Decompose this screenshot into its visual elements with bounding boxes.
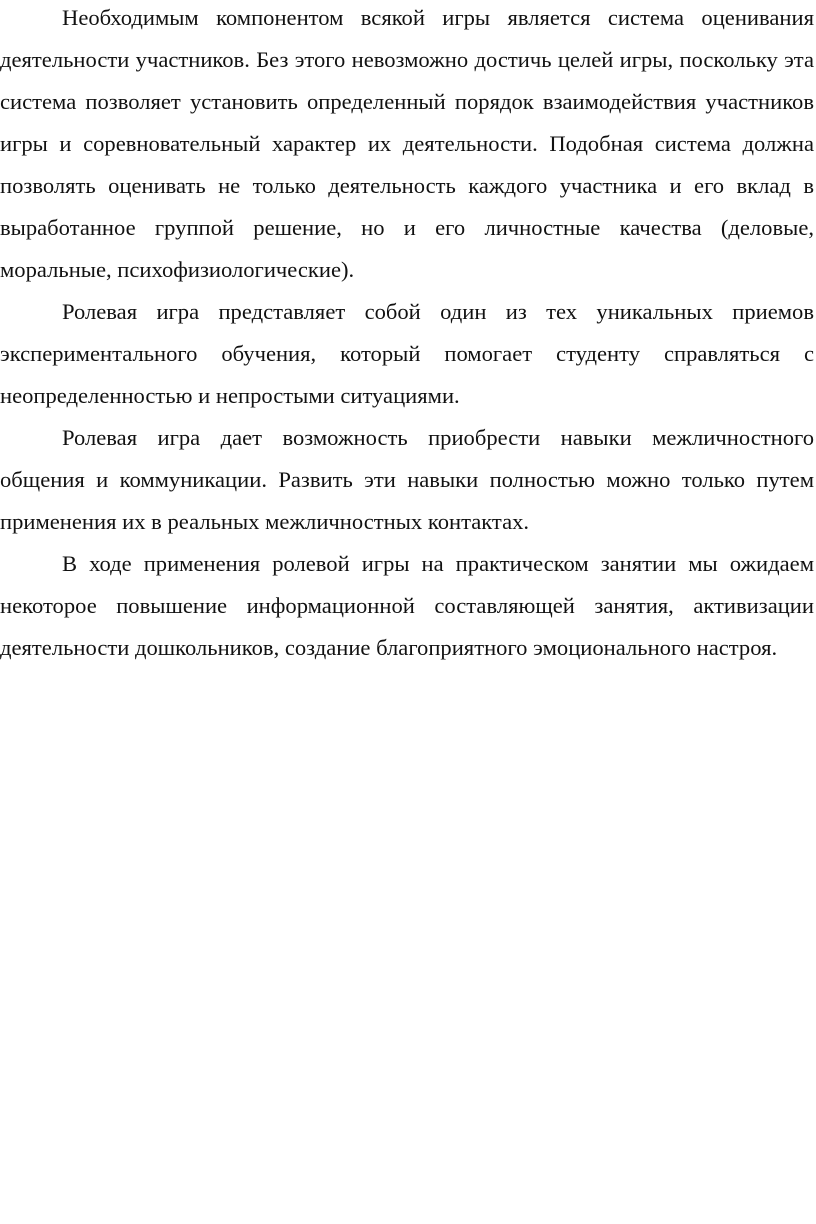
paragraph-2: Ролевая игра представляет собой один из тех уникальных приемов экспериментального обучения, который помогает студенту справляться с неопределенностью и непростыми ситуациями. — [0, 299, 814, 408]
paragraph-4: В ходе применения ролевой игры на практическом занятии мы ожидаем некоторое повышение информационной составляющей занятия, активизации деятельности дошкольников, создание благоприятного эмоционального настроя. — [0, 551, 814, 660]
paragraph-3: Ролевая игра дает возможность приобрести навыки межличностного общения и коммуникации. Развить эти навыки полностью можно только путем применения их в реальных межличностных контактах. — [0, 425, 814, 534]
paragraph-1: Необходимым компонентом всякой игры является система оценивания деятельности участников. Без этого невозможно достичь целей игры, поскольку эта система позволяет установить определенный порядок взаимодействия участников игры и соревновательный характер их деятельности. Подобная система должна позволять оценивать не только деятельность каждого участника и его вклад в выработанное группой решение, но и его личностные качества (деловые, моральные, психофизиологические). — [0, 5, 814, 282]
